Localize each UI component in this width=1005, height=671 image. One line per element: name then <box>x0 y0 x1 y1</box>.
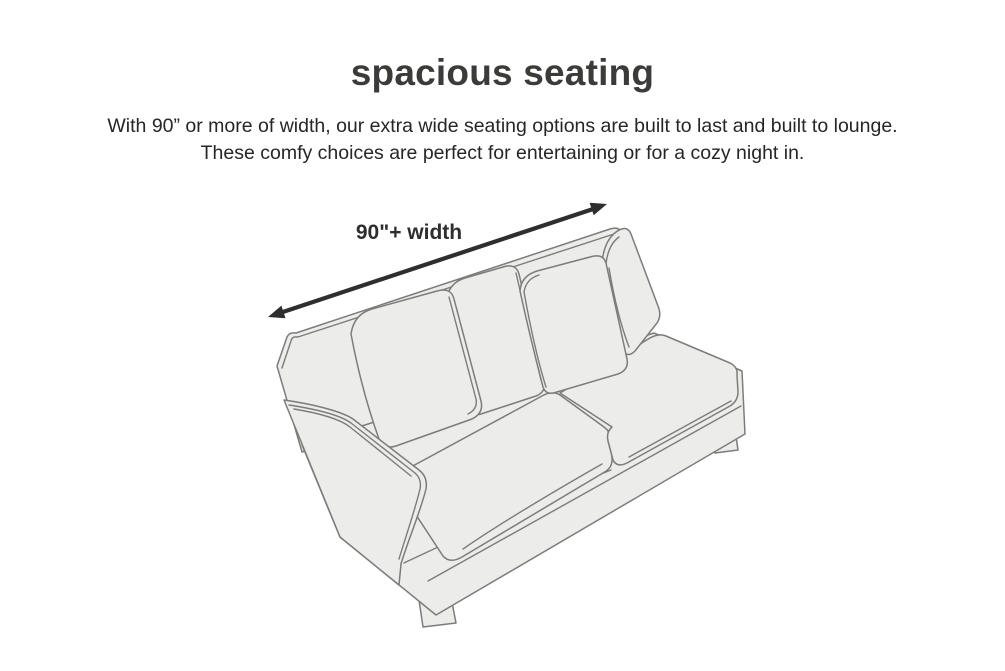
description-line-1: With 90” or more of width, our extra wide seating options are built to last and built to lounge. <box>107 115 898 137</box>
page-title: spacious seating <box>350 52 655 93</box>
sofa-illustration <box>277 228 745 627</box>
width-dimension-label: 90"+ width <box>355 221 463 244</box>
description-line-2: These comfy choices are perfect for entertaining or for a cozy night in. <box>200 141 805 164</box>
